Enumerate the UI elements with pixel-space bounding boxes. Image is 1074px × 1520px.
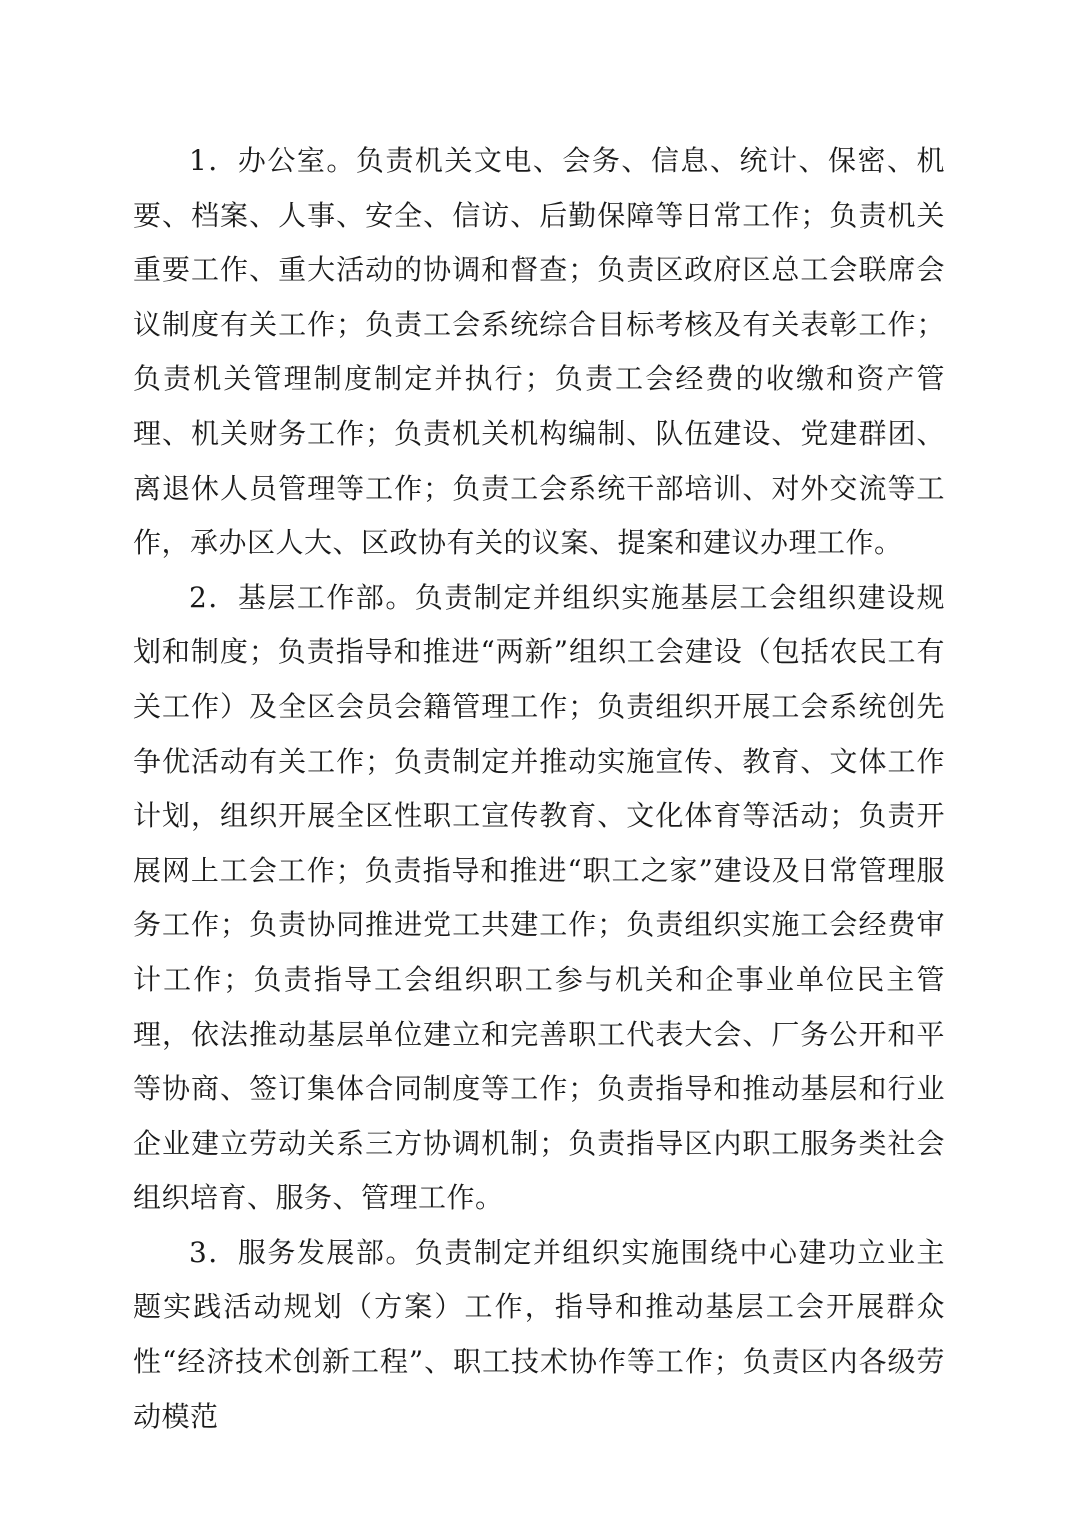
paragraph-service-development-dept: 3．服务发展部。负责制定并组织实施围绕中心建功立业主题实践活动规划（方案）工作，指导和推动基层工会开展群众性“经济技术创新工程”、职工技术协作等工作；负责区内各级劳动模范 (133, 1235, 945, 1433)
paragraph-office: 1．办公室。负责机关文电、会务、信息、统计、保密、机要、档案、人事、安全、信访、后勤保障等日常工作；负责机关重要工作、重大活动的协调和督查；负责区政府区总工会联席会议制度有关工作；负责工会系统综合目标考核及有关表彰工作；负责机关管理制度制定并执行；负责工会经费的收缴和资产管理、机关财务工作；负责机关机构编制、队伍建设、党建群团、离退休人员管理等工作；负责工会系统干部培训、对外交流等工作，承办区人大、区政协有关的议案、提案和建议办理工作。 (133, 144, 945, 560)
paragraph-grassroots-work-dept: 2．基层工作部。负责制定并组织实施基层工会组织建设规划和制度；负责指导和推进“两新”组织工会建设（包括农民工有关工作）及全区会员会籍管理工作；负责组织开展工会系统创先争优活动有关工作；负责制定并推动实施宣传、教育、文体工作计划，组织开展全区性职工宣传教育、文化体育等活动；负责开展网上工会工作；负责指导和推进“职工之家”建设及日常管理服务工作；负责协同推进党工共建工作；负责组织实施工会经费审计工作；负责指导工会组织职工参与机关和企事业单位民主管理，依法推动基层单位建立和完善职工代表大会、厂务公开和平等协商、签订集体合同制度等工作；负责指导和推动基层和行业企业建立劳动关系三方协调机制；负责指导区内职工服务类社会组织培育、服务、管理工作。 (133, 580, 945, 1215)
document-body (133, 134, 945, 1444)
